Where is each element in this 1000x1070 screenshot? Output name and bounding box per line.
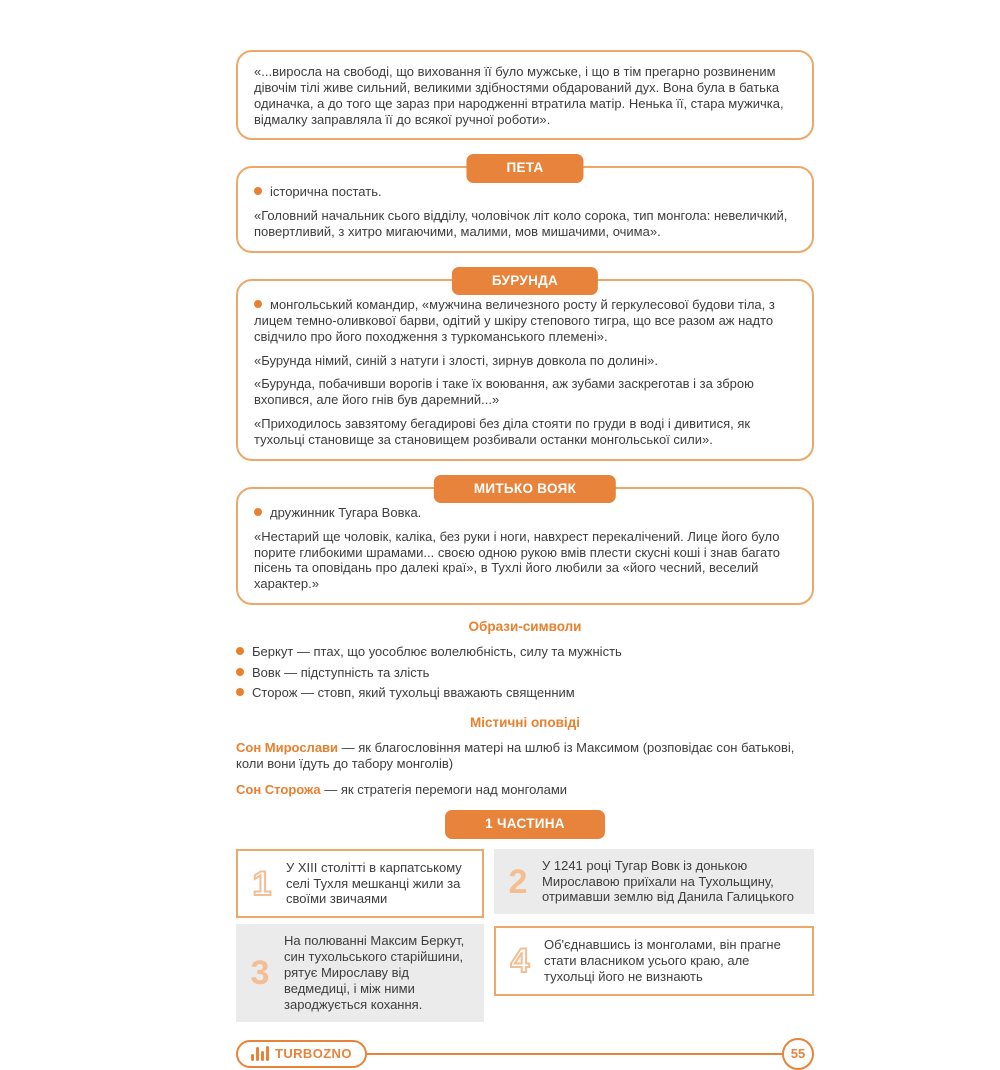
bullet-icon — [236, 688, 244, 696]
plot-box-number: 1 — [252, 864, 272, 903]
footer-divider — [367, 1053, 782, 1055]
bullet-icon — [254, 508, 262, 516]
list-item — [236, 665, 814, 681]
bullet-icon — [236, 668, 244, 676]
list-item — [236, 644, 814, 660]
section-burunda-badge: БУРУНДА — [452, 267, 598, 295]
part1-badge-wrap — [236, 810, 814, 838]
section-mytko-voyak — [236, 480, 814, 605]
intro-quote-box — [236, 50, 814, 140]
list-item-text: Беркут — птах, що уособлює волелюбність, силу та мужність — [252, 643, 622, 659]
page-number: 55 — [790, 1045, 806, 1061]
brand-name: TURBOZNO — [275, 1045, 352, 1061]
intro-quote-text: «...виросла на свободі, що виховання її було мужське, і що в тім прегарно розвиненим дівочім тілі живе сильний, великими здібностями обдарований дух. Вона була в батька одиначка, а до того ще зараз при народженні втратила матір. Ненька її, стара мужичка, відмалку заправляла її до всякої ручної роботи». — [254, 64, 784, 127]
bullet-line — [254, 184, 796, 200]
part1-badge: 1 ЧАСТИНА — [445, 810, 605, 838]
mystic-description: — як благословіння матері на шлюб із Максимом (розповідає сон батькові, коли вони їдуть до табору монголів) — [236, 739, 795, 771]
mystic-heading: Містичні оповіді — [470, 715, 580, 731]
bullet-text: історична постать. — [270, 184, 382, 200]
plot-box-1 — [236, 849, 484, 919]
plot-box-text: У 1241 році Тугар Вовк із донькою Мирославою приїхали на Тухольщину, отримавши землю від Данила Галицького — [542, 857, 794, 905]
section-burunda — [236, 273, 814, 461]
plot-box-number: 4 — [510, 942, 530, 981]
plot-box-text: На полюванні Максим Беркут, син тухольського старійшини, рятує Мирославу від ведмедиці, і між ними зароджується кохання. — [284, 933, 465, 1012]
plot-box-2 — [494, 849, 814, 915]
footer — [236, 1038, 814, 1070]
quote-paragraph: «Бурунда, побачивши ворогів і таке їх воювання, аж зубами заскреготав і за зброю вхопився, але його гнів був даремний...» — [254, 376, 754, 408]
plot-box-number: 3 — [250, 953, 270, 992]
mystic-term: Сон Мирослави — [236, 739, 339, 755]
plot-box-text: У XIII столітті в карпатському селі Тухля мешканці жили за своїми звичаями — [286, 859, 462, 907]
section-peta — [236, 160, 814, 253]
section-peta-badge: ПЕТА — [466, 154, 583, 182]
list-item-text: Вовк — підступність та злість — [252, 664, 430, 680]
page-number-badge — [782, 1038, 814, 1070]
plot-boxes — [236, 849, 814, 1022]
bullet-icon — [236, 647, 244, 655]
plot-box-number: 2 — [508, 862, 528, 901]
section-mytko-badge: МИТЬКО ВОЯК — [434, 475, 616, 503]
plot-boxes-left-column — [236, 849, 484, 1022]
bar-chart-icon — [251, 1046, 269, 1061]
plot-boxes-right-column — [494, 849, 814, 1022]
study-page — [236, 0, 814, 1070]
symbols-list — [236, 644, 814, 702]
symbols-heading: Образи-символи — [468, 619, 582, 635]
plot-box-4 — [494, 926, 814, 996]
plot-box-3 — [236, 924, 484, 1021]
mystic-term: Сон Сторожа — [236, 782, 321, 798]
bullet-icon — [254, 300, 262, 308]
bullet-line — [254, 297, 796, 345]
mystic-description: — як стратегія перемоги над монголами — [320, 782, 568, 798]
quote-paragraph: «Нестарий ще чоловік, каліка, без руки і ноги, навхрест перекалічений. Лице його було порите глибокими шрамами... своєю одною рукою вмів плести скусні коші і знав багато пісень та оповідань про далекі краї», в Тухлі його любили за «його чесний, веселий характер.» — [254, 528, 780, 592]
list-item — [236, 685, 814, 701]
quote-paragraph: «Бурунда німий, синій з натуги і злості, зирнув довкола по долині». — [254, 352, 658, 368]
bullet-text: дружинник Тугара Вовка. — [270, 504, 422, 520]
bullet-text: монгольський командир, «мужчина величезного росту й геркулесової будови тіла, з лицем темно-оливкової барви, одітий у шкіру степового тигра, що все разом аж надто свідчило про його походження з туркоманського племені». — [254, 297, 775, 344]
list-item-text: Сторож — стовп, який тухольці вважають священним — [252, 685, 575, 701]
bullet-line — [254, 505, 796, 521]
mystic-item — [236, 782, 814, 798]
plot-box-text: Об'єднавшись із монголами, він прагне стати власником усього краю, але тухольці його не визнають — [544, 937, 781, 985]
bullet-icon — [254, 187, 262, 195]
turbozno-logo — [236, 1040, 367, 1068]
quote-paragraph: «Головний начальник сього відділу, чоловічок літ коло сорока, тип монгола: невеличкий, повертливий, з хитро мигаючими, малими, мов мишачими, очима». — [254, 208, 788, 240]
quote-paragraph: «Приходилось завзятому бегадирові без діла стояти по груди в воді і дивитися, як тухольці становище за становищем розбивали останки монгольської сили». — [254, 416, 751, 448]
mystic-item — [236, 740, 814, 772]
